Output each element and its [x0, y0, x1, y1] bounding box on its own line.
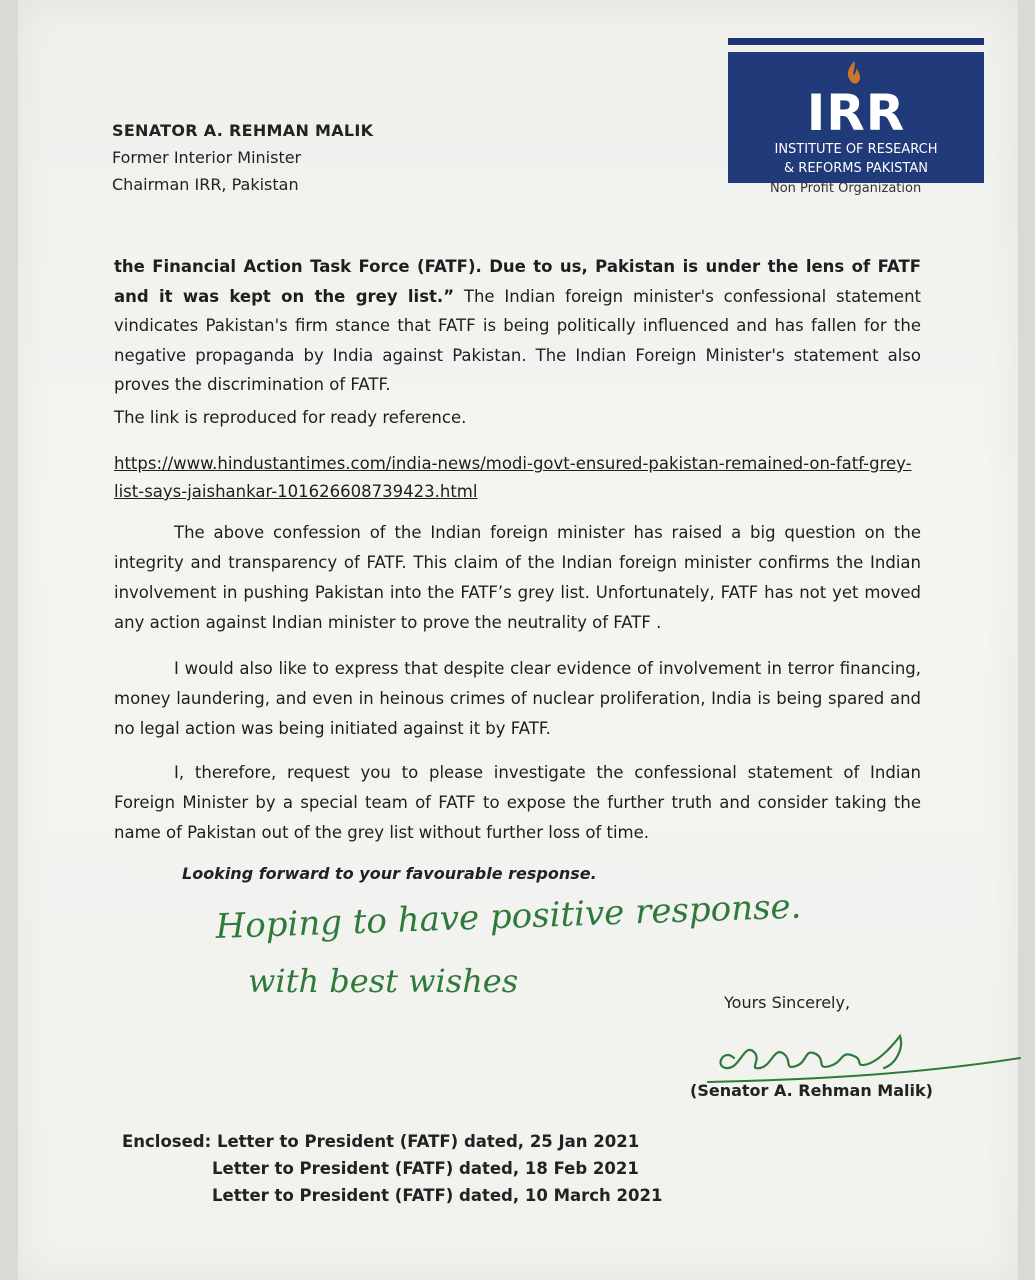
enclosure-line-3: Letter to President (FATF) dated, 10 March 2021 [212, 1186, 663, 1205]
link-note: The link is reproduced for ready reference. [114, 408, 467, 427]
enclosures [122, 1128, 662, 1209]
signatory-name: (Senator A. Rehman Malik) [690, 1081, 933, 1100]
paragraph-1-bold: the Financial Action Task Force (FATF). Due to us, Pakistan is under the lens of FATF and it was kept on the grey list.” [114, 257, 921, 306]
closing-line: Looking forward to your favourable response. [182, 864, 597, 883]
logo-line-1: INSTITUTE OF RESEARCH [774, 142, 938, 157]
logo-acronym: IRR [806, 84, 906, 142]
paragraph-2: The above confession of the Indian foreign minister has raised a big question on the integrity and transparency of FATF. This claim of the Indian foreign minister confirms the Indian involvement in pushing Pakistan into the FATF’s grey list. Unfortunately, FATF has not yet moved any action against Indian minister to prove the neutrality of FATF . [114, 523, 921, 632]
paragraph-1 [114, 252, 921, 400]
sender-name: SENATOR A. REHMAN MALIK [112, 121, 374, 140]
handwritten-line-2: with best wishes [248, 962, 519, 1000]
enclosure-line-2: Letter to President (FATF) dated, 18 Feb 2021 [212, 1159, 639, 1178]
logo-top-rule [728, 38, 984, 45]
logo-line-2: & REFORMS PAKISTAN [784, 161, 928, 176]
paragraph-3: I would also like to express that despite clear evidence of involvement in terror financing, money laundering, and even in heinous crimes of nuclear proliferation, India is being spared and no legal action was being initiated against it by FATF. [114, 659, 921, 738]
reference-link[interactable]: https://www.hindustantimes.com/india-news/modi-govt-ensured-pakistan-remained-on-fatf-grey-list-says-jaishankar-101626608739423.html [114, 454, 912, 501]
sender-title: Former Interior Minister [112, 148, 302, 167]
sender-role: Chairman IRR, Pakistan [112, 175, 299, 194]
paragraph-1-rest: The Indian foreign minister's confessional statement vindicates Pakistan's firm stance that FATF is being politically influenced and has fallen for the negative propaganda by India against Pakistan. The Indian Foreign Minister's statement also proves the discrimination of FATF. [114, 286, 921, 394]
signature-image [704, 1018, 1024, 1088]
logo-tagline: Non Profit Organization [770, 181, 922, 196]
enclosure-line-1: Enclosed: Letter to President (FATF) dated, 25 Jan 2021 [122, 1132, 640, 1151]
irr-logo [728, 52, 984, 183]
handwritten-line-1: Hoping to have positive response. [214, 886, 803, 947]
yours-sincerely: Yours Sincerely, [724, 993, 851, 1012]
letter-page [18, 0, 1018, 1280]
handwritten-note [208, 880, 968, 1000]
paragraph-4: I, therefore, request you to please investigate the confessional statement of Indian Foreign Minister by a special team of FATF to expose the further truth and consider taking the name of Pakistan out of the grey list without further loss of time. [114, 763, 921, 842]
sender-block [112, 117, 373, 198]
